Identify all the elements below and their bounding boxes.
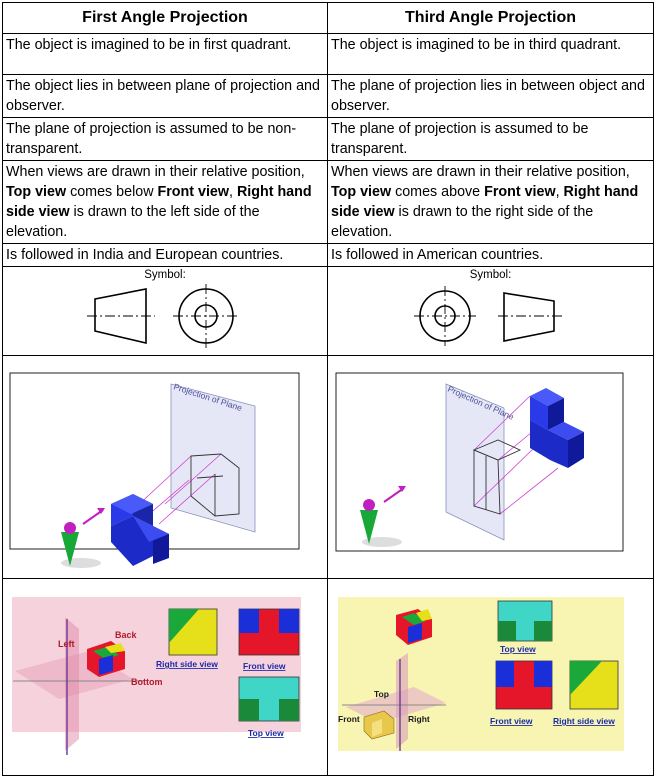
front-view	[496, 661, 552, 709]
cell-first-views	[3, 579, 328, 776]
cell-first-symbol	[3, 267, 328, 356]
figure-frame	[10, 373, 299, 549]
right-side-view	[169, 609, 217, 655]
cell-third-quadrant: The object is imagined to be in third quadrant.	[328, 34, 654, 75]
cell-third-object-position: The plane of projection lies in between object and observer.	[328, 75, 654, 118]
first-angle-3d-illustration	[3, 356, 327, 572]
right-side-view	[570, 661, 618, 709]
cell-first-quadrant: The object is imagined to be in first quadrant.	[3, 34, 328, 75]
cell-first-3d-figure	[3, 356, 328, 579]
cell-first-view-layout: When views are drawn in their relative position, Top view comes below Front view, Right hand side view is drawn to the left side of the elevation.	[3, 161, 328, 244]
label-top-view: Top view	[248, 728, 284, 738]
header-first-angle: First Angle Projection	[3, 3, 328, 34]
label-top-axis: Top	[374, 689, 389, 699]
first-angle-views-diagram	[3, 579, 327, 769]
cell-first-countries: Is followed in India and European countries.	[3, 244, 328, 267]
symbol-caption: Symbol:	[469, 269, 512, 281]
symbol-caption: Symbol:	[144, 269, 186, 281]
label-bottom: Bottom	[131, 677, 163, 687]
label-right-side-view: Right side view	[156, 659, 218, 669]
label-front-axis: Front	[338, 714, 360, 724]
first-angle-symbol	[3, 283, 321, 349]
third-angle-views-diagram	[328, 579, 653, 769]
comparison-table	[2, 2, 654, 776]
label-front-view: Front view	[490, 716, 533, 726]
label-top-view: Top view	[500, 644, 536, 654]
header-third-angle: Third Angle Projection	[328, 3, 654, 34]
label-left: Left	[58, 639, 75, 649]
cell-first-object-position: The object lies in between plane of projection and observer.	[3, 75, 328, 118]
front-view	[239, 609, 299, 655]
frustum-side-view	[498, 293, 563, 341]
frustum-side-view	[87, 289, 155, 343]
cell-third-3d-figure	[328, 356, 654, 579]
cell-third-plane-transparency: The plane of projection is assumed to be transparent.	[328, 118, 654, 161]
frustum-end-view	[173, 284, 239, 348]
plane-label: Projection of Plane	[172, 381, 244, 413]
label-front-view: Front view	[243, 661, 286, 671]
cell-third-countries: Is followed in American countries.	[328, 244, 654, 267]
label-right-axis: Right	[408, 714, 430, 724]
top-view	[498, 601, 552, 641]
plane-label: Projection of Plane	[446, 383, 516, 422]
third-angle-symbol	[328, 283, 648, 349]
label-right-side-view: Right side view	[553, 716, 615, 726]
cell-third-symbol	[328, 267, 654, 356]
label-back: Back	[115, 630, 137, 640]
cell-third-view-layout: When views are drawn in their relative position, Top view comes above Front view, Right hand side view is drawn to the right side of the elevation.	[328, 161, 654, 244]
frustum-end-view	[414, 286, 476, 346]
third-angle-3d-illustration	[328, 356, 653, 572]
top-view	[239, 677, 299, 721]
cell-third-views	[328, 579, 654, 776]
cell-first-plane-transparency: The plane of projection is assumed to be non-transparent.	[3, 118, 328, 161]
